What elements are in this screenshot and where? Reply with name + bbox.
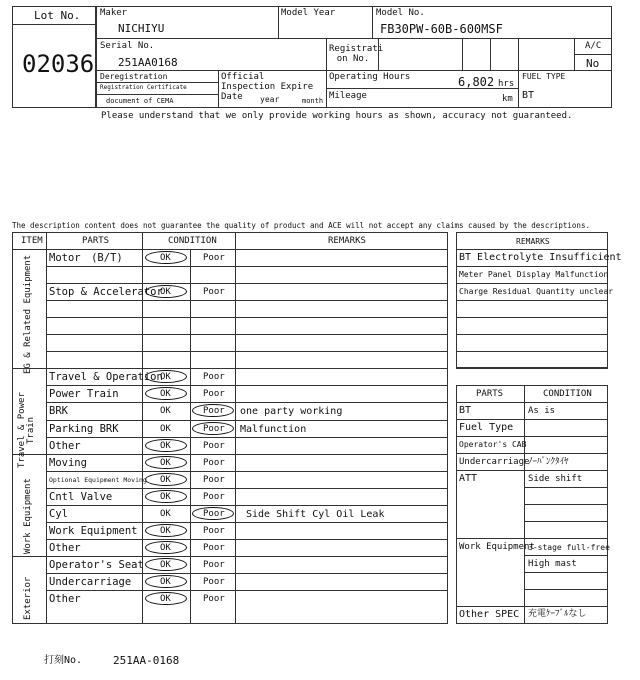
ok-selected-mark: [145, 524, 187, 537]
part-label: Other: [49, 593, 81, 605]
ok-option[interactable]: OK: [160, 475, 171, 485]
part-label: Operator's Seat: [49, 559, 144, 571]
ok-option[interactable]: OK: [160, 594, 171, 604]
poor-option[interactable]: Poor: [203, 441, 225, 451]
ok-option[interactable]: OK: [160, 424, 171, 434]
ok-selected-mark: [145, 285, 187, 298]
poor-option[interactable]: Poor: [203, 594, 225, 604]
km-label: km: [502, 94, 513, 104]
other-spec-value: 充電ｹｰﾌﾞﾙなし: [528, 609, 587, 619]
part-label: Cntl Valve: [49, 491, 113, 503]
cema-label: document of CEMA: [106, 97, 174, 105]
ok-selected-mark: [145, 370, 187, 383]
bt-label: BT: [459, 405, 472, 416]
remark-text: one party working: [240, 406, 343, 417]
hrs-label: hrs: [498, 79, 515, 89]
poor-option[interactable]: Poor: [203, 577, 225, 587]
ok-option[interactable]: OK: [160, 372, 171, 382]
model-no-label: Model No.: [376, 8, 425, 18]
maker-label: Maker: [100, 8, 128, 18]
ok-option[interactable]: OK: [160, 543, 171, 553]
ok-selected-mark: [145, 592, 187, 605]
condition-col-header: CONDITION: [543, 389, 592, 399]
work-equipment-value: 3-stage full-free: [528, 543, 610, 552]
registration-label: Registrati on No.: [329, 44, 384, 64]
fuel-label: Fuel Type: [459, 422, 514, 433]
maker-value: NICHIYU: [118, 22, 165, 35]
poor-option[interactable]: Poor: [203, 253, 225, 263]
parts-header: PARTS: [82, 236, 110, 246]
part-label: Stop & Accelerator: [49, 286, 163, 298]
mileage-label: Mileage: [329, 91, 367, 101]
notice-text: Please understand that we only provide working hours as shown, accuracy not guaranteed.: [101, 111, 573, 121]
operating-hours-label: Operating Hours: [329, 72, 411, 82]
remark-line: BT Electrolyte Insufficient: [459, 252, 622, 263]
part-label: Undercarriage: [49, 576, 132, 588]
group-work-label: Work Equipment: [23, 478, 33, 554]
poor-selected-mark: [192, 404, 234, 417]
part-label: Cyl: [49, 508, 68, 520]
ok-selected-mark: [145, 490, 187, 503]
lot-number: 02036: [22, 50, 95, 78]
disclaimer-text: The description content does not guarantee the quality of product and ACE will not accept any claims caused by the descriptions.: [12, 221, 590, 230]
ok-option[interactable]: OK: [160, 406, 171, 416]
undercarriage-value: ﾉｰﾊﾟﾝｸﾀｲﾔ: [528, 457, 569, 467]
part-label: Power Train: [49, 388, 119, 400]
ok-selected-mark: [145, 456, 187, 469]
inspection-label: Official Inspection Expire Date: [221, 72, 314, 102]
part-label: BRK: [49, 405, 68, 417]
fuel-type-value: BT: [522, 90, 535, 101]
ac-label: A/C: [585, 41, 602, 51]
ok-option[interactable]: OK: [160, 577, 171, 587]
poor-option[interactable]: Poor: [203, 458, 225, 468]
poor-option[interactable]: Poor: [203, 424, 225, 434]
cab-label: Operator's CAB: [459, 440, 527, 449]
group-eg-label: EG & Related Equipment: [23, 254, 33, 374]
part-label: Parking BRK: [49, 423, 119, 435]
poor-option[interactable]: Poor: [203, 509, 225, 519]
part-label: Optional Equipment Moving: [49, 476, 147, 484]
ok-option[interactable]: OK: [160, 253, 171, 263]
model-year-label: Model Year: [281, 8, 336, 18]
ok-selected-mark: [145, 439, 187, 452]
lot-no-label: Lot No.: [34, 9, 81, 22]
work-equipment-label: Work Equipment: [459, 542, 535, 552]
poor-selected-mark: [192, 507, 234, 520]
remarks-header: REMARKS: [328, 236, 366, 246]
poor-option[interactable]: Poor: [203, 389, 225, 399]
part-label: Other: [49, 542, 81, 554]
stamp-value: 251AA-0168: [113, 654, 180, 667]
group-exterior-label: Exterior: [23, 576, 33, 620]
parts-col-header: PARTS: [476, 389, 504, 399]
poor-option[interactable]: Poor: [203, 526, 225, 536]
other-spec-label: Other SPEC: [459, 609, 520, 620]
year-label: year: [260, 95, 280, 104]
ok-selected-mark: [145, 558, 187, 571]
group-travel-label: Travel & Power Train: [17, 392, 36, 468]
ok-option[interactable]: OK: [160, 389, 171, 399]
work-equipment-value-2: High mast: [528, 559, 577, 569]
model-no-value: FB30PW-60B-600MSF: [380, 22, 503, 36]
undercarriage-label: Undercarriage: [459, 457, 530, 467]
month-label: month: [302, 97, 324, 105]
ok-option[interactable]: OK: [160, 441, 171, 451]
poor-option[interactable]: Poor: [203, 406, 225, 416]
ok-selected-mark: [145, 541, 187, 554]
ok-selected-mark: [145, 473, 187, 486]
ok-selected-mark: [145, 251, 187, 264]
operating-hours-value: 6,802: [458, 75, 495, 89]
bt-value: As is: [528, 406, 556, 416]
remark-line: Meter Panel Display Malfunction: [459, 270, 609, 279]
ac-value: No: [586, 57, 600, 70]
part-label: Other: [49, 440, 81, 452]
condition-header: CONDITION: [168, 236, 217, 246]
remark-text: Malfunction: [240, 424, 307, 435]
poor-option[interactable]: Poor: [203, 560, 225, 570]
item-header: ITEM: [21, 236, 43, 246]
poor-option[interactable]: Poor: [203, 492, 225, 502]
poor-selected-mark: [192, 422, 234, 435]
poor-option[interactable]: Poor: [203, 287, 225, 297]
stamp-label: 打刻No.: [44, 655, 83, 666]
registration-certificate-label: Registration Certificate: [100, 84, 187, 91]
part-label: Work Equipment: [49, 525, 138, 537]
ok-option[interactable]: OK: [160, 458, 171, 468]
ok-option[interactable]: OK: [160, 492, 171, 502]
serial-value: 251AA0168: [118, 56, 178, 69]
part-label: Motor (B/T): [49, 252, 123, 264]
ok-option[interactable]: OK: [160, 526, 171, 536]
part-label: Moving: [49, 457, 87, 469]
att-label: ATT: [459, 473, 478, 484]
deregistration-label: Deregistration: [100, 72, 168, 81]
ok-option[interactable]: OK: [160, 560, 171, 570]
serial-label: Serial No.: [100, 41, 155, 51]
remarks-box-header: REMARKS: [516, 237, 550, 246]
ok-option[interactable]: OK: [160, 287, 171, 297]
ok-option[interactable]: OK: [160, 509, 171, 519]
att-value: Side shift: [528, 474, 583, 484]
ok-selected-mark: [145, 575, 187, 588]
poor-option[interactable]: Poor: [203, 543, 225, 553]
poor-option[interactable]: Poor: [203, 475, 225, 485]
remark-text: Side Shift Cyl Oil Leak: [246, 509, 385, 520]
ok-selected-mark: [145, 387, 187, 400]
poor-option[interactable]: Poor: [203, 372, 225, 382]
remark-line: Charge Residual Quantity unclear: [459, 287, 614, 296]
part-label: Travel & Operation: [49, 371, 163, 383]
fuel-type-label: FUEL TYPE: [522, 72, 566, 81]
